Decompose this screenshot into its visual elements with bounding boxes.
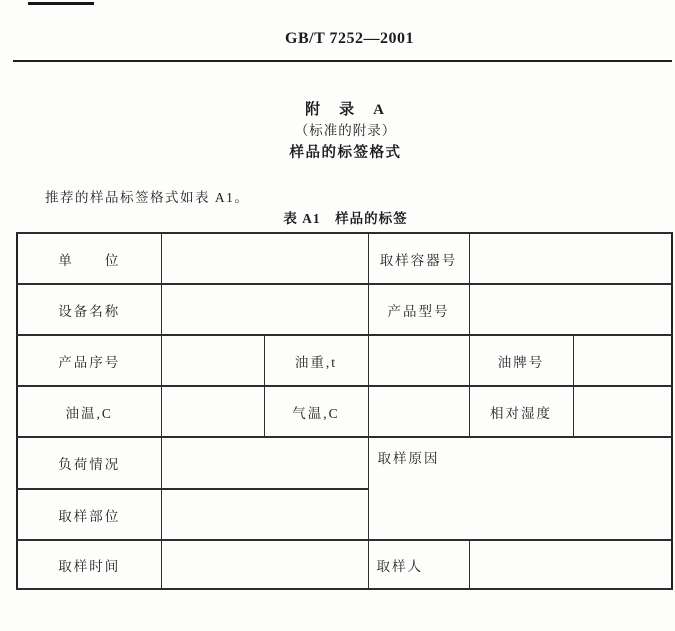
cell-blank-product-model bbox=[469, 284, 672, 335]
scan-artifact-dash bbox=[28, 2, 94, 5]
cell-blank-container-no bbox=[469, 233, 672, 284]
appendix-heading: 样品的标签格式 bbox=[289, 145, 402, 161]
table-row bbox=[17, 540, 672, 589]
cell-label-container-no: 取样容器号 bbox=[368, 233, 469, 284]
cell-blank-sampling-time bbox=[161, 540, 368, 589]
table-row bbox=[17, 233, 672, 284]
cell-blank-product-serial bbox=[161, 335, 264, 386]
cell-label-product-serial: 产品序号 bbox=[17, 335, 161, 386]
sample-label-table bbox=[16, 232, 673, 590]
cell-blank-air-temp bbox=[368, 386, 469, 437]
appendix-subtitle: （标准的附录） bbox=[294, 123, 397, 138]
cell-blank-sampler bbox=[469, 540, 672, 589]
cell-label-rel-humidity: 相对湿度 bbox=[469, 386, 573, 437]
table-row bbox=[17, 386, 672, 437]
cell-blank-unit bbox=[161, 233, 368, 284]
cell-blank-equipment-name bbox=[161, 284, 368, 335]
table-row bbox=[17, 335, 672, 386]
table-caption: 表 A1 样品的标签 bbox=[283, 211, 408, 226]
cell-blank-load-condition bbox=[161, 437, 368, 489]
cell-label-oil-temp: 油温,C bbox=[17, 386, 161, 437]
cell-label-air-temp: 气温,C bbox=[264, 386, 368, 437]
cell-label-unit: 单 位 bbox=[17, 233, 161, 284]
standard-number: GB/T 7252—2001 bbox=[285, 30, 414, 47]
cell-blank-oil-brand bbox=[573, 335, 672, 386]
cell-label-load-condition: 负荷情况 bbox=[17, 437, 161, 489]
cell-blank-oil-weight bbox=[368, 335, 469, 386]
cell-blank-rel-humidity bbox=[573, 386, 672, 437]
cell-label-sampling-reason: 取样原因 bbox=[368, 437, 672, 540]
cell-label-product-model: 产品型号 bbox=[368, 284, 469, 335]
cell-label-oil-brand: 油牌号 bbox=[469, 335, 573, 386]
cell-label-oil-weight: 油重,t bbox=[264, 335, 368, 386]
cell-blank-sampling-location bbox=[161, 489, 368, 540]
cell-label-sampler: 取样人 bbox=[368, 540, 469, 589]
cell-label-equipment-name: 设备名称 bbox=[17, 284, 161, 335]
table-row bbox=[17, 437, 672, 489]
header-rule bbox=[13, 60, 672, 62]
appendix-title: 附 录 A bbox=[305, 102, 386, 118]
cell-label-sampling-time: 取样时间 bbox=[17, 540, 161, 589]
cell-label-sampling-location: 取样部位 bbox=[17, 489, 161, 540]
table-row bbox=[17, 284, 672, 335]
intro-paragraph: 推荐的样品标签格式如表 A1。 bbox=[45, 190, 250, 205]
cell-blank-oil-temp bbox=[161, 386, 264, 437]
